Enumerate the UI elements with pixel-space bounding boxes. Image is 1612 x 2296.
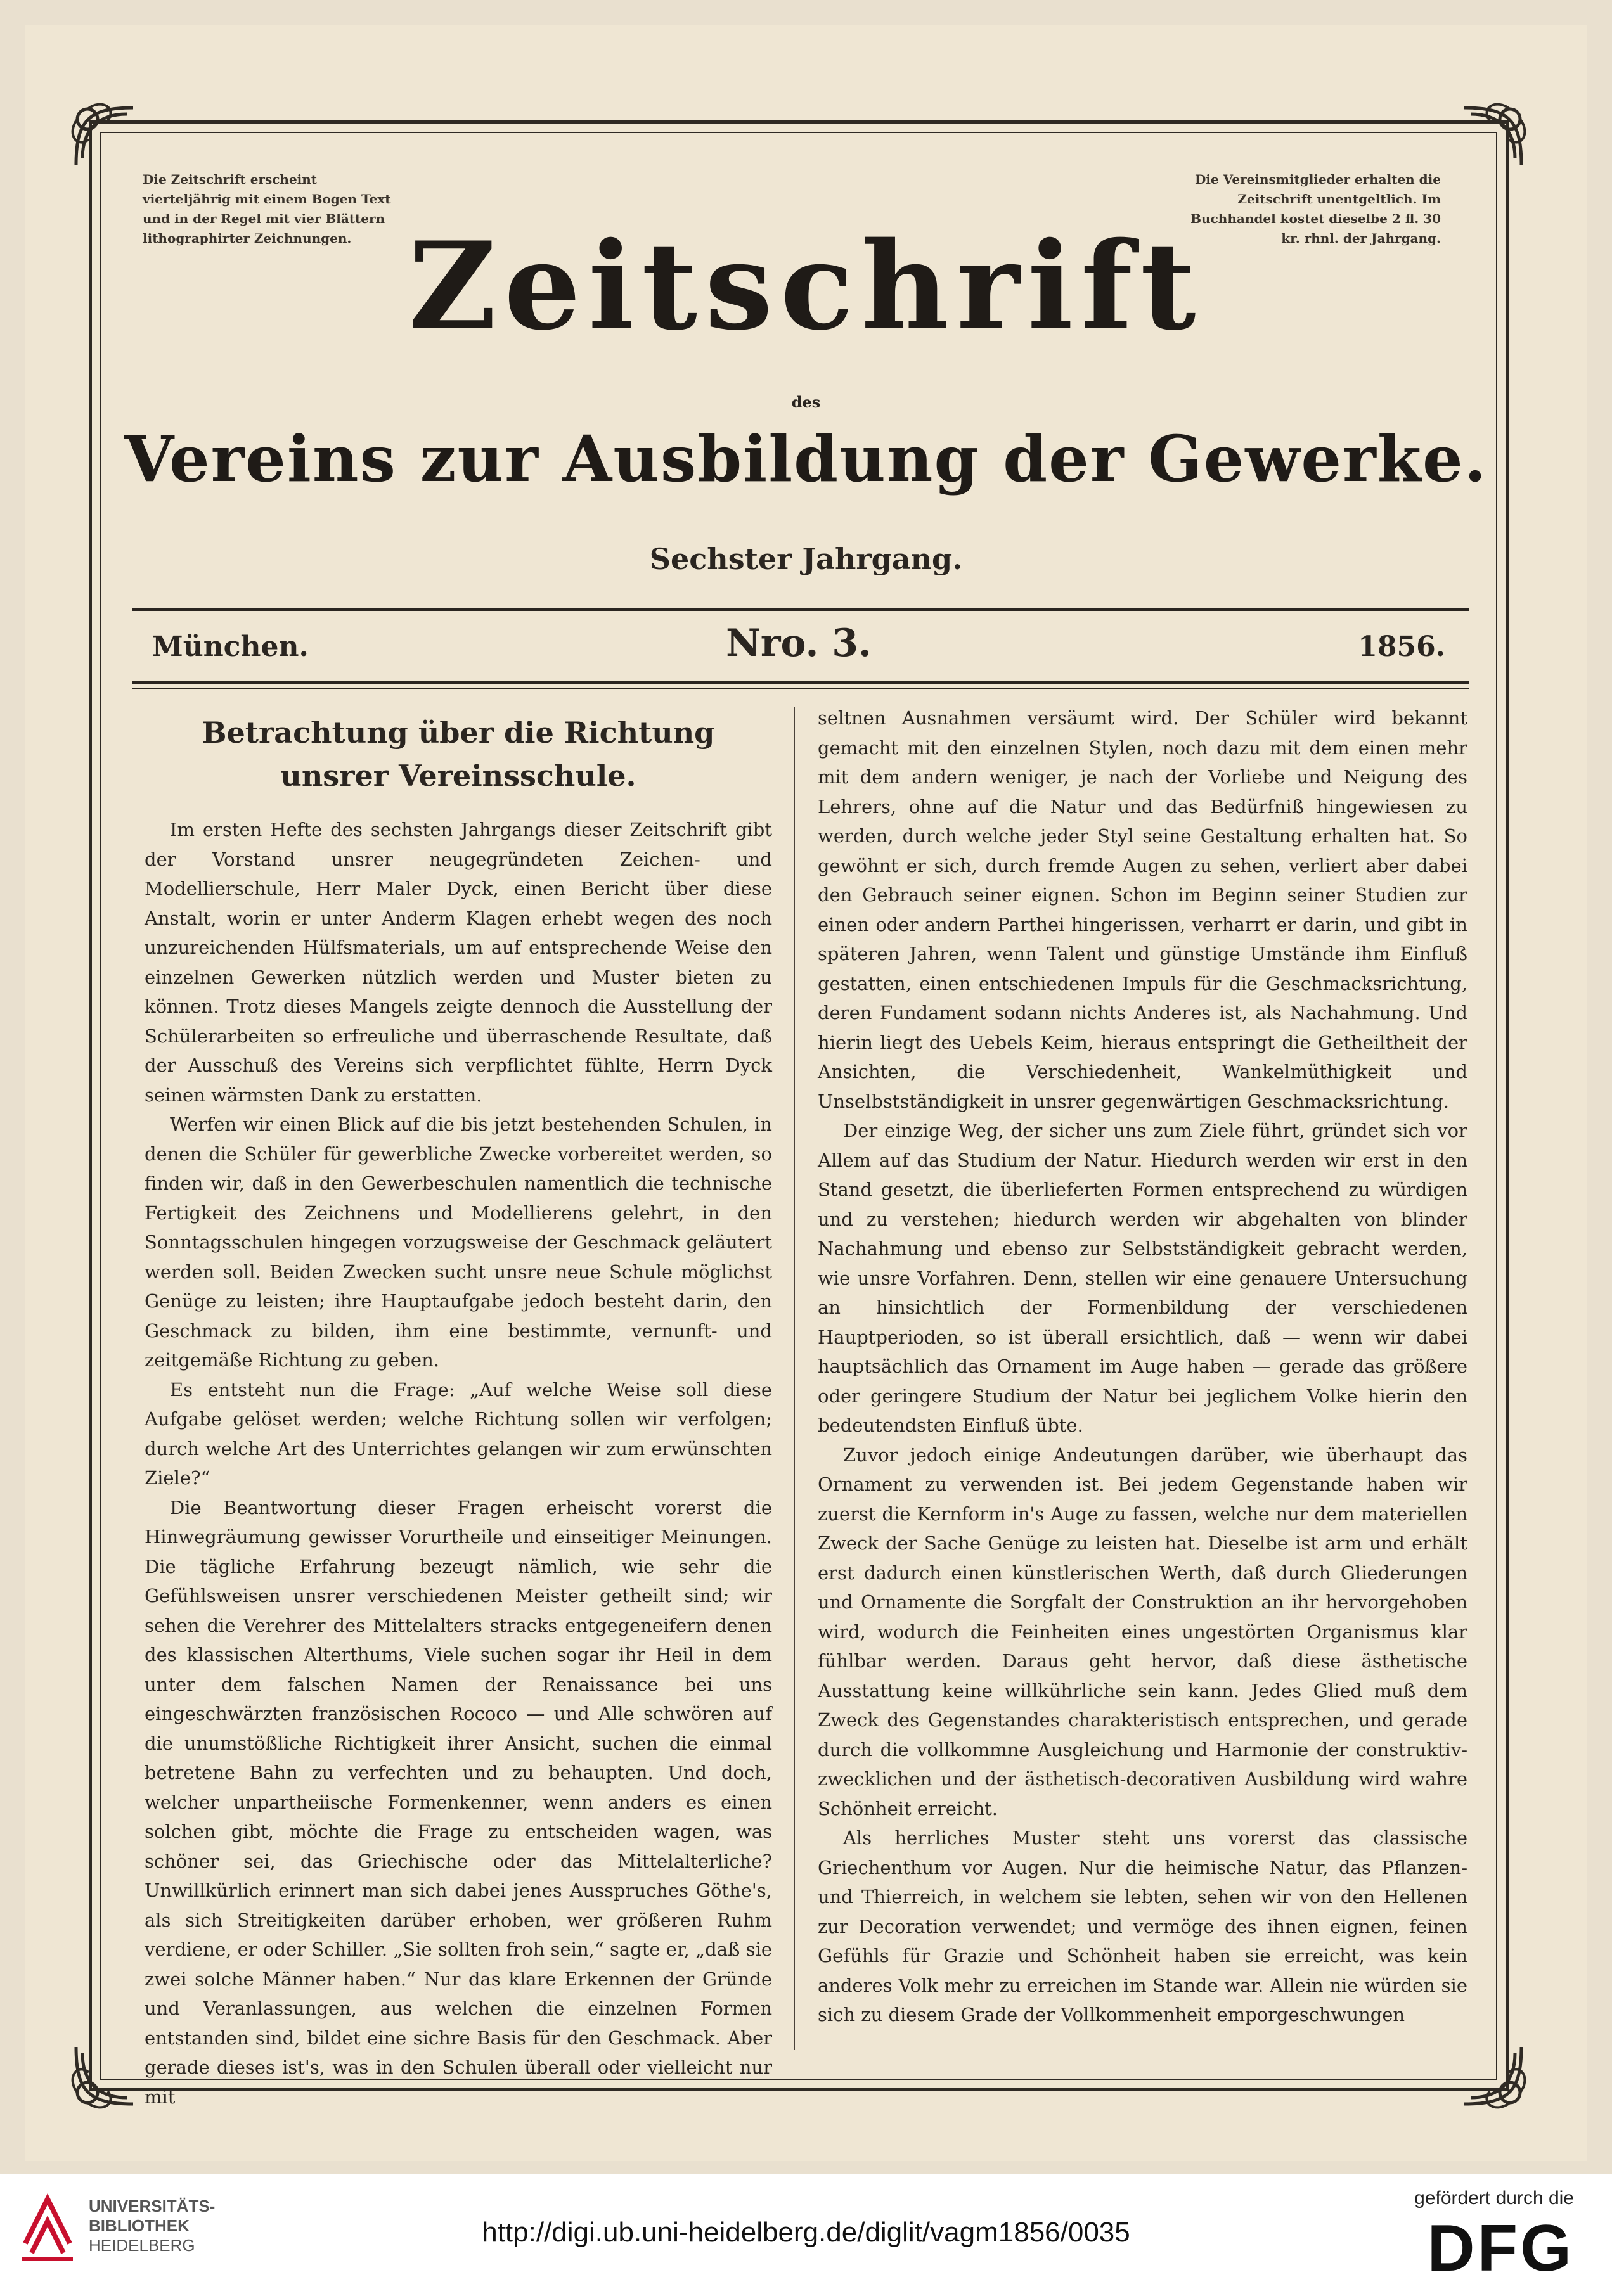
article-column-right xyxy=(818,703,1467,2030)
paragraph: Es entsteht nun die Frage: „Auf welche Weise soll diese Aufgabe gelöset werden; welche Richtung sollen wir verfolgen; durch welche Art des Unterrichtes gelangen wir zum erwünschten Ziele?“ xyxy=(145,1378,772,1489)
corner-ornament-top-right xyxy=(1452,95,1534,177)
funding-label: gefördert durch die xyxy=(1414,2188,1574,2209)
permalink-url[interactable]: http://digi.ub.uni-heidelberg.de/diglit/vagm1856/0035 xyxy=(482,2217,1130,2248)
corner-ornament-bottom-left xyxy=(63,2034,146,2117)
paragraph: Zuvor jedoch einige Andeutungen darüber, wie überhaupt das Ornament zu verwenden ist. Bei jedem Gegenstande haben wir zuerst die Kernform in's Auge zu fassen, welche nur dem materiellen Zweck der Sache Genüge zu leisten hat. Dieselbe ist arm und erhält erst dadurch einen künstlerischen Werth, daß durch Gliederungen und Ornamente die Sorgfalt der Construktion an ihr hervorgehoben wird, wodurch die Feinheiten eines ungestörten Organismus klar fühlbar werden. Daraus geht hervor, daß diese ästhetische Ausstattung keine willkührliche sein kann. Jedes Glied muß dem Zweck des Gegenstandes charakteristisch entsprechen, und gerade durch die vollkommne Ausgleichung und Harmonie der construktiv-zwecklichen und der ästhetisch-decorativen Ausbildung wird wahre Schönheit erreicht. xyxy=(818,1444,1467,1819)
volume-label: Sechster Jahrgang. xyxy=(649,542,963,576)
scanned-page xyxy=(25,25,1587,2161)
paragraph: Im ersten Hefte des sechsten Jahrgangs dieser Zeitschrift gibt der Vorstand unsrer neugegründeten Zeichen- und Modellierschule, Herr Maler Dyck, einen Bericht über diese Anstalt, worin er unter Anderm Klagen erhebt wegen des noch unzureichenden Hülfsmaterials, um auf entsprechende Weise den einzelnen Gewerken nützlich werden und Muster bieten zu können. Trotz dieses Mangels zeigte dennoch die Ausstellung der Schülerarbeiten so erfreuliche und überraschende Resultate, daß der Ausschuß des Vereins sich verpflichtet fühlte, Herrn Dyck seinen wärmsten Dank zu erstatten. xyxy=(145,819,772,1106)
masthead-rule-bottom xyxy=(132,681,1469,684)
journal-title-connector: des xyxy=(791,393,821,411)
journal-title: Zeitschrift xyxy=(408,215,1204,357)
journal-subtitle: Vereins zur Ausbildung der Gewerke. xyxy=(124,421,1488,496)
paragraph: Als herrliches Muster steht uns vorerst das classische Griechenthum vor Augen. Nur die heimische Natur, das Pflanzen- und Thierreich, in welchem sie lebten, sehen wir von den Hellenen zur Decoration verwendet; und vermöge des ihnen eignen, feinen Gefühls für Grazie und Schönheit haben sie erreicht, was kein anderes Volk mehr zu erreichen im Stande war. Allein nie würden sie sich zu diesem Grade der Vollkommenheit emporgeschwungen xyxy=(818,1827,1467,2025)
subscription-notice: Die Zeitschrift erscheint vierteljährig mit einem Bogen Text und in der Regel mit vier Blättern lithographirter Zeichnungen. xyxy=(143,172,391,246)
year-label: 1856. xyxy=(1358,631,1445,663)
library-name-line: BIBLIOTHEK xyxy=(89,2216,190,2235)
paragraph: Werfen wir einen Blick auf die bis jetzt bestehenden Schulen, in denen die Schüler für gewerbliche Zwecke vorbereitet werden, so finden wir, daß in den Gewerbeschulen namentlich die technische Fertigkeit des Zeichnens und Modellierens gelehrt, in den Sonntagsschulen hingegen vorzugsweise der Geschmack geläutert werden soll. Beiden Zwecken sucht unsre neue Schule möglichst Genüge zu leisten; ihre Hauptaufgabe jedoch besteht darin, den Geschmack zu bilden, ihm eine bestimmte, vernunft- und zeitgemäße Richtung zu geben. xyxy=(145,1113,772,1371)
article-column-left xyxy=(145,703,772,2112)
price-notice: Die Vereinsmitglieder erhalten die Zeitschrift unentgeltlich. Im Buchhandel kostet dieselbe 2 fl. 30 kr. rhnl. der Jahrgang. xyxy=(1190,172,1441,246)
library-name-line: HEIDELBERG xyxy=(89,2236,195,2255)
paragraph: Die Beantwortung dieser Fragen erheischt vorerst die Hinwegräumung gewisser Vorurtheile und einseitiger Meinungen. Die tägliche Erfahrung bezeugt nämlich, wie sehr die Gefühlsweisen unsrer verschiedenen Meister getheilt sind; wir sehen die Verehrer des Mittelalters stracks entgegeneifern denen des klassischen Alterthums, Viele suchen sogar ihr Heil in dem unter dem falschen Namen der Renaissance bei uns eingeschwärzten französischen Rococo — und Alle schwören auf die unumstößliche Richtigkeit ihrer Ansicht, suchen die einmal betretene Bahn zu verfechten und zu behaupten. Und doch, welcher unpartheiische Formenkenner, wenn anders es einen solchen gibt, möchte die Frage zu entscheiden wagen, was schöner sei, das Griechische oder das Mittelalterliche? Unwillkürlich erinnert man sich dabei jenes Ausspruches Göthe's, als sich Streitigkeiten darüber erhoben, wer größeren Ruhm verdiene, er oder Schiller. „Sie sollten froh sein,“ sagte er, „daß sie zwei solche Männer haben.“ Nur das klare Erkennen der Gründe und Veranlassungen, aus welchen die einzelnen Formen entstanden sind, bildet eine sichre Basis für den Geschmack. Aber gerade dieses ist's, was in den Schulen überall oder vielleicht nur mit xyxy=(145,1496,772,2108)
masthead-rule-top xyxy=(132,608,1469,611)
corner-ornament-bottom-right xyxy=(1452,2034,1534,2117)
paragraph: seltnen Ausnahmen versäumt wird. Der Schüler wird bekannt gemacht mit den einzelnen Stylen, noch dazu mit dem einen mehr mit dem andern weniger, je nach der Vorliebe und Neigung des Lehrers, ohne auf die Natur und das Bedürfniß hingewiesen zu werden, durch welche jeder Styl seine Gestaltung erhalten hat. So gewöhnt er sich, durch fremde Augen zu sehen, verliert aber dabei den Gebrauch seiner eignen. Schon im Beginn seiner Studien zur einen oder andern Parthei hingerissen, verharrt er darin, und gibt in späteren Jahren, wenn Talent und günstige Umstände ihm Einfluß gestatten, einen entschiedenen Impuls für die Geschmacksrichtung, deren Fundament sodann nichts Anderes ist, als Nachahmung. Und hierin liegt des Uebels Keim, hieraus entspringt die Getheiltheit der Ansichten, die Verschiedenheit, Wankelmüthigkeit und Unselbstständigkeit in unsrer gegenwärtigen Geschmacksrichtung. xyxy=(818,707,1467,1112)
viewer-footer xyxy=(0,2174,1612,2296)
article-title: Betrachtung über die Richtung unsrer Vereinsschule. xyxy=(202,715,715,793)
column-divider xyxy=(794,707,795,2050)
masthead-rule-thin xyxy=(132,688,1469,689)
library-name-line: UNIVERSITÄTS- xyxy=(89,2197,216,2216)
dfg-logo[interactable]: DFG xyxy=(1427,2212,1574,2285)
issue-number: Nro. 3. xyxy=(726,621,872,665)
paragraph: Der einzige Weg, der sicher uns zum Ziele führt, gründet sich vor Allem auf das Studium der Natur. Hiedurch werden wir erst in den Stand gesetzt, die überlieferten Formen entsprechend zu würdigen und zu verstehen; hiedurch werden wir abgehalten von blinder Nachahmung und ebenso zur Selbstständigkeit gebracht werden, wie unsre Vorfahren. Denn, stellen wir eine genauere Untersuchung an hinsichtlich der Formenbildung der verschiedenen Hauptperioden, so ist überall ersichtlich, daß — wenn wir dabei hauptsächlich das Ornament im Auge haben — gerade das größere oder geringere Studium der Natur bei jeglichem Volke hierin den bedeutendsten Einfluß übte. xyxy=(818,1120,1467,1436)
masthead xyxy=(152,621,1445,678)
corner-ornament-top-left xyxy=(63,95,146,177)
place-label: München. xyxy=(152,631,309,663)
